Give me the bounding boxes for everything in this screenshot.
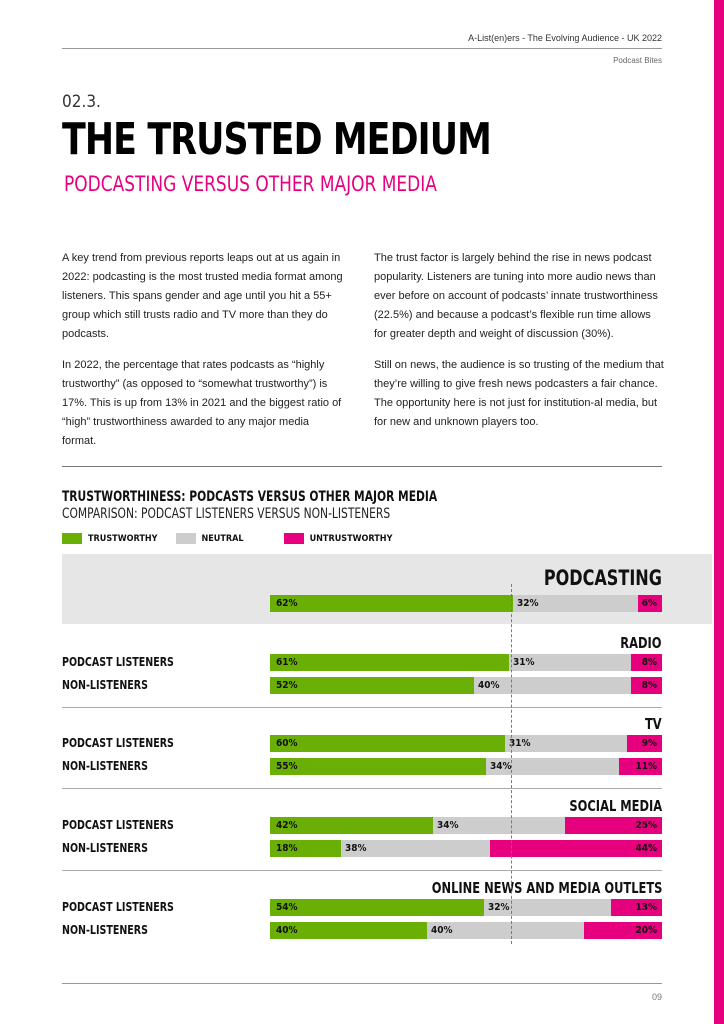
bar-segment-neutral bbox=[474, 677, 631, 694]
bar-segment-trustworthy bbox=[270, 735, 505, 752]
bar-segment-untrustworthy bbox=[638, 595, 662, 612]
legend-item-trustworthy bbox=[62, 533, 158, 544]
section-divider bbox=[62, 466, 662, 467]
data-label: 6% bbox=[641, 598, 657, 609]
data-label: 55% bbox=[276, 761, 298, 772]
data-label: 11% bbox=[635, 761, 657, 772]
paragraph: Still on news, the audience is so trusting of the medium that they’re willing to give fresh news podcasters a fair chance. The opportunity here is not just for institution-al media, but for new and unknown players too. bbox=[374, 359, 664, 428]
data-label: 40% bbox=[478, 680, 500, 691]
data-label: 32% bbox=[488, 902, 510, 913]
text-column-left bbox=[62, 249, 346, 463]
legend-label: UNTRUSTWORTHY bbox=[309, 533, 393, 544]
bar-segment-neutral bbox=[427, 922, 584, 939]
header-divider bbox=[62, 48, 662, 49]
bar-segment-trustworthy bbox=[270, 922, 427, 939]
stacked-bar bbox=[270, 899, 662, 916]
bar-segment-untrustworthy bbox=[619, 758, 662, 775]
page-subtitle: PODCASTING VERSUS OTHER MAJOR MEDIA bbox=[64, 172, 437, 196]
data-label: 18% bbox=[276, 843, 298, 854]
stacked-bar bbox=[270, 595, 662, 612]
group-divider bbox=[62, 788, 662, 789]
row-label: NON-LISTENERS bbox=[62, 841, 148, 855]
bar-segment-trustworthy bbox=[270, 654, 509, 671]
bar-segment-neutral bbox=[513, 595, 638, 612]
data-label: 34% bbox=[490, 761, 512, 772]
legend-label: TRUSTWORTHY bbox=[88, 533, 158, 544]
data-label: 13% bbox=[635, 902, 657, 913]
chart-title: TRUSTWORTHINESS: PODCASTS VERSUS OTHER MAJOR MEDIA bbox=[62, 489, 438, 505]
bar-segment-trustworthy bbox=[270, 677, 474, 694]
legend-swatch bbox=[62, 533, 82, 544]
section-name: Podcast Bites bbox=[613, 56, 662, 65]
bar-segment-neutral bbox=[341, 840, 490, 857]
data-label: 52% bbox=[276, 680, 298, 691]
data-label: 31% bbox=[513, 657, 535, 668]
row-label: PODCAST LISTENERS bbox=[62, 736, 174, 750]
bar-segment-untrustworthy bbox=[631, 654, 662, 671]
bar-segment-untrustworthy bbox=[565, 817, 662, 834]
data-label: 8% bbox=[641, 680, 657, 691]
row-label: NON-LISTENERS bbox=[62, 923, 148, 937]
group-divider bbox=[62, 870, 662, 871]
row-label: NON-LISTENERS bbox=[62, 678, 148, 692]
data-label: 62% bbox=[276, 598, 298, 609]
data-label: 40% bbox=[276, 925, 298, 936]
row-label: PODCAST LISTENERS bbox=[62, 818, 174, 832]
stacked-bar bbox=[270, 677, 662, 694]
bar-segment-untrustworthy bbox=[611, 899, 662, 916]
bar-segment-neutral bbox=[486, 758, 619, 775]
data-label: 8% bbox=[641, 657, 657, 668]
category-label: PODCASTING bbox=[543, 566, 662, 590]
category-label: ONLINE NEWS AND MEDIA OUTLETS bbox=[431, 879, 662, 897]
data-label: 25% bbox=[635, 820, 657, 831]
paragraph: In 2022, the percentage that rates podcasts as “highly trustworthy” (as opposed to “somewhat trustworthy”) is 17%. This is up from 13% in 2021 and the biggest ratio of “high” trustworthiness awarded to any major media format. bbox=[62, 359, 342, 447]
stacked-bar bbox=[270, 654, 662, 671]
legend-swatch bbox=[284, 533, 304, 544]
data-label: 38% bbox=[345, 843, 367, 854]
bar-segment-neutral bbox=[433, 817, 565, 834]
bar-segment-neutral bbox=[484, 899, 611, 916]
bar-segment-untrustworthy bbox=[627, 735, 662, 752]
category-label: SOCIAL MEDIA bbox=[569, 797, 662, 815]
bar-segment-trustworthy bbox=[270, 758, 486, 775]
section-number: 02.3. bbox=[62, 92, 101, 112]
bar-segment-trustworthy bbox=[270, 817, 433, 834]
data-label: 42% bbox=[276, 820, 298, 831]
legend-label: NEUTRAL bbox=[201, 533, 244, 544]
stacked-bar bbox=[270, 922, 662, 939]
text-column-right bbox=[374, 249, 666, 444]
page-title: THE TRUSTED MEDIUM bbox=[62, 114, 491, 165]
bar-segment-trustworthy bbox=[270, 899, 484, 916]
bar-segment-trustworthy bbox=[270, 595, 513, 612]
chart-legend bbox=[62, 533, 410, 544]
stacked-bar bbox=[270, 840, 662, 857]
data-label: 40% bbox=[431, 925, 453, 936]
row-label: PODCAST LISTENERS bbox=[62, 655, 174, 669]
paragraph: The trust factor is largely behind the rise in news podcast popularity. Listeners are tuning into more audio news than ever before on account of podcasts’ innate trustworthiness (22.5%) and because a podcast’s flexible run time allows for greater depth and weight of discussion (30%). bbox=[374, 252, 658, 340]
chart-subtitle: COMPARISON: PODCAST LISTENERS VERSUS NON-LISTENERS bbox=[62, 506, 391, 522]
data-label: 61% bbox=[276, 657, 298, 668]
data-label: 9% bbox=[641, 738, 657, 749]
data-label: 44% bbox=[635, 843, 657, 854]
bar-segment-neutral bbox=[509, 654, 631, 671]
category-label: RADIO bbox=[620, 634, 662, 652]
footer-divider bbox=[62, 983, 662, 984]
bar-segment-untrustworthy bbox=[490, 840, 662, 857]
data-label: 32% bbox=[517, 598, 539, 609]
page-number: 09 bbox=[651, 992, 662, 1002]
legend-item-neutral bbox=[176, 533, 244, 544]
data-label: 54% bbox=[276, 902, 298, 913]
bar-segment-untrustworthy bbox=[631, 677, 662, 694]
row-label: PODCAST LISTENERS bbox=[62, 900, 174, 914]
legend-item-untrustworthy bbox=[284, 533, 393, 544]
bar-segment-trustworthy bbox=[270, 840, 341, 857]
stacked-bar bbox=[270, 758, 662, 775]
legend-swatch bbox=[176, 533, 196, 544]
paragraph: A key trend from previous reports leaps out at us again in 2022: podcasting is the most trusted media format among listeners. This spans gender and age until you hit a 55+ group which still trusts radio and TV more than they do podcasts. bbox=[62, 252, 343, 340]
stacked-bar bbox=[270, 817, 662, 834]
category-label: TV bbox=[645, 715, 662, 733]
data-label: 60% bbox=[276, 738, 298, 749]
reference-dashed-line bbox=[511, 584, 512, 944]
bar-segment-untrustworthy bbox=[584, 922, 662, 939]
group-divider bbox=[62, 707, 662, 708]
data-label: 20% bbox=[635, 925, 657, 936]
document-title: A-List(en)ers - The Evolving Audience - UK 2022 bbox=[468, 33, 662, 43]
stacked-bar bbox=[270, 735, 662, 752]
accent-stripe bbox=[714, 0, 724, 1024]
data-label: 31% bbox=[509, 738, 531, 749]
data-label: 34% bbox=[437, 820, 459, 831]
row-label: NON-LISTENERS bbox=[62, 759, 148, 773]
bar-segment-neutral bbox=[505, 735, 627, 752]
